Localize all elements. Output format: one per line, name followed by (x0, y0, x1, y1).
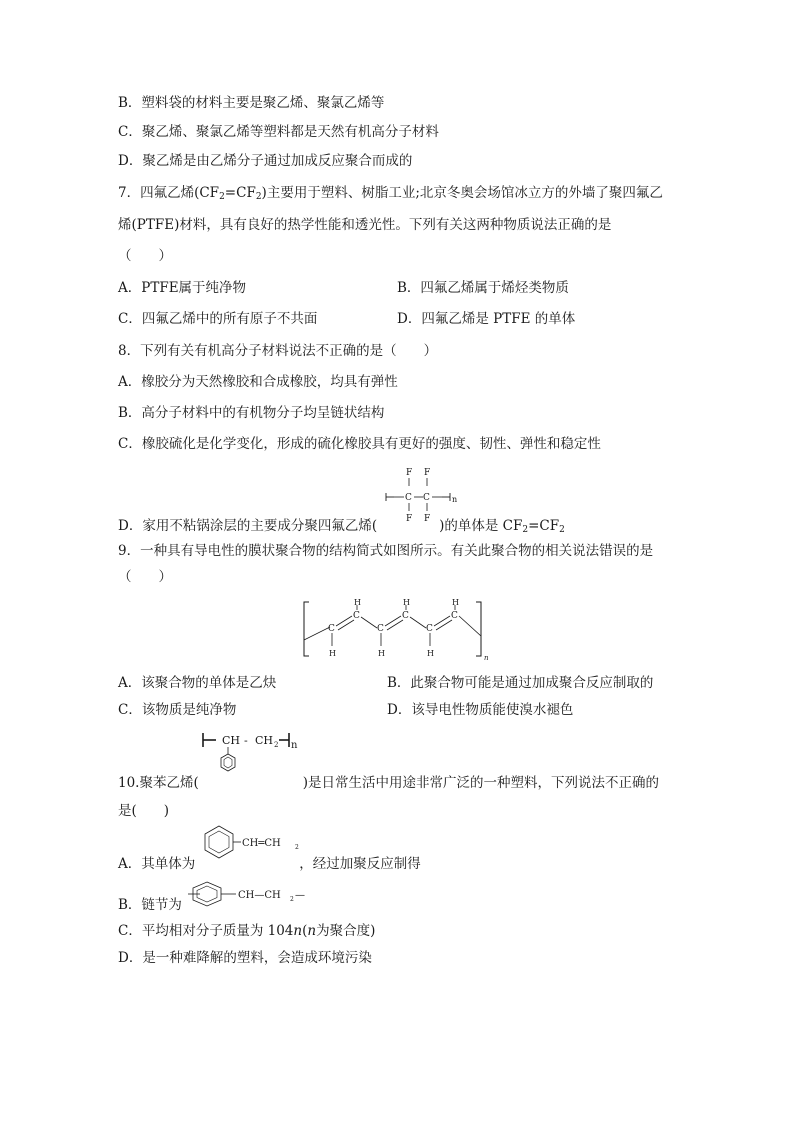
q7-option-d: D．四氟乙烯是 PTFE 的单体 (397, 311, 576, 327)
ps-ch2-subscript: 2 (274, 741, 279, 749)
ptfe-f-bottom-right: F (424, 514, 431, 524)
q9-answer-paren: （ ） (118, 569, 172, 585)
pa-h6: H (452, 598, 459, 607)
ptfe-f-top-left: F (406, 468, 413, 478)
ps-ch: CH (222, 734, 241, 747)
ps-dash: - (244, 734, 248, 747)
repeat-unit-subscript: 2 (290, 896, 294, 903)
q10-stem-line1: 10.聚苯乙烯( )是日常生活中用途非常广泛的一种塑料，下列说法不正确的 (118, 775, 660, 791)
q10-option-a: A．其单体为 ，经过加聚反应制得 (118, 856, 421, 872)
pa-h3: H (378, 649, 385, 658)
q7-option-a: A．PTFE属于纯净物 (118, 280, 247, 296)
repeat-unit-structure-diagram (184, 880, 324, 910)
q9-option-a: A．该聚合物的单体是乙炔 (118, 675, 277, 691)
ptfe-c-left: C (405, 493, 412, 503)
q8-option-a: A．橡胶分为天然橡胶和合成橡胶，均具有弹性 (118, 374, 398, 390)
q7-stem-line2: 烯(PTFE)材料，具有良好的热学性能和透光性。下列有关这两种物质说法正确的是 (118, 217, 612, 233)
styrene-formula: CH═CH (242, 838, 281, 849)
pa-c4: C (402, 611, 409, 621)
pa-c6: C (451, 611, 458, 621)
q7-answer-paren: （ ） (118, 248, 172, 264)
pa-h5: H (427, 649, 434, 658)
q8-stem: 8．下列有关有机高分子材料说法不正确的是（ ） (118, 343, 438, 359)
q9-option-c: C．该物质是纯净物 (118, 702, 237, 718)
q10-stem-line2: 是( ) (118, 803, 170, 819)
q7-option-b: B．四氟乙烯属于烯烃类物质 (397, 280, 569, 296)
q10-option-b: B．链节为 (118, 897, 182, 913)
styrene-subscript: 2 (295, 844, 299, 851)
pa-c5: C (426, 624, 433, 634)
q8-option-b: B．高分子材料中的有机物分子均呈链状结构 (118, 405, 385, 421)
ptfe-c-right: C (423, 493, 430, 503)
pa-c1: C (328, 624, 335, 634)
polyacetylene-subscript-n: n (484, 654, 489, 662)
ps-subscript-n: n (291, 740, 298, 751)
q10-option-c: C．平均相对分子质量为 104n(n为聚合度) (118, 923, 376, 939)
q8-option-d: D．家用不粘锅涂层的主要成分聚四氟乙烯( )的单体是 $CF_2=CF_2$ (118, 518, 565, 535)
repeat-unit-formula: CH—CH (238, 890, 281, 901)
q7-option-c: C．四氟乙烯中的所有原子不共面 (118, 311, 318, 327)
pa-h1: H (329, 649, 336, 658)
pa-c3: C (377, 624, 384, 634)
q7-stem-line1: 7．四氟乙烯$(CF_2=CF_2)$主要用于塑料、树脂工业;北京冬奥会场馆冰立方的外墙了聚四氟乙 (118, 185, 663, 202)
q9-option-b: B．此聚合物可能是通过加成聚合反应制取的 (387, 675, 654, 691)
q10-option-d: D．是一种难降解的塑料，会造成环境污染 (118, 950, 372, 966)
ptfe-subscript-n: n (452, 495, 458, 504)
q8-option-c: C．橡胶硫化是化学变化，形成的硫化橡胶具有更好的强度、韧性、弹性和稳定性 (118, 436, 601, 452)
q6-option-c: C．聚乙烯、聚氯乙烯等塑料都是天然有机高分子材料 (118, 124, 439, 140)
pa-c2: C (353, 611, 360, 621)
ptfe-f-top-right: F (424, 468, 431, 478)
pa-h2: H (354, 598, 361, 607)
q9-option-d: D．该导电性物质能使溴水褪色 (387, 702, 574, 718)
q9-stem: 9．一种具有导电性的膜状聚合物的结构简式如图所示。有关此聚合物的相关说法错误的是 (118, 543, 654, 559)
q6-option-d: D．聚乙烯是由乙烯分子通过加成反应聚合而成的 (118, 153, 413, 169)
ptfe-f-bottom-left: F (406, 514, 413, 524)
q6-option-b: B．塑料袋的材料主要是聚乙烯、聚氯乙烯等 (118, 95, 385, 111)
ptfe-structure-diagram (378, 464, 468, 524)
pa-h4: H (403, 598, 410, 607)
polyacetylene-structure-diagram (300, 598, 490, 662)
ps-ch2: CH (255, 734, 274, 747)
repeat-unit-dash: — (295, 890, 305, 901)
